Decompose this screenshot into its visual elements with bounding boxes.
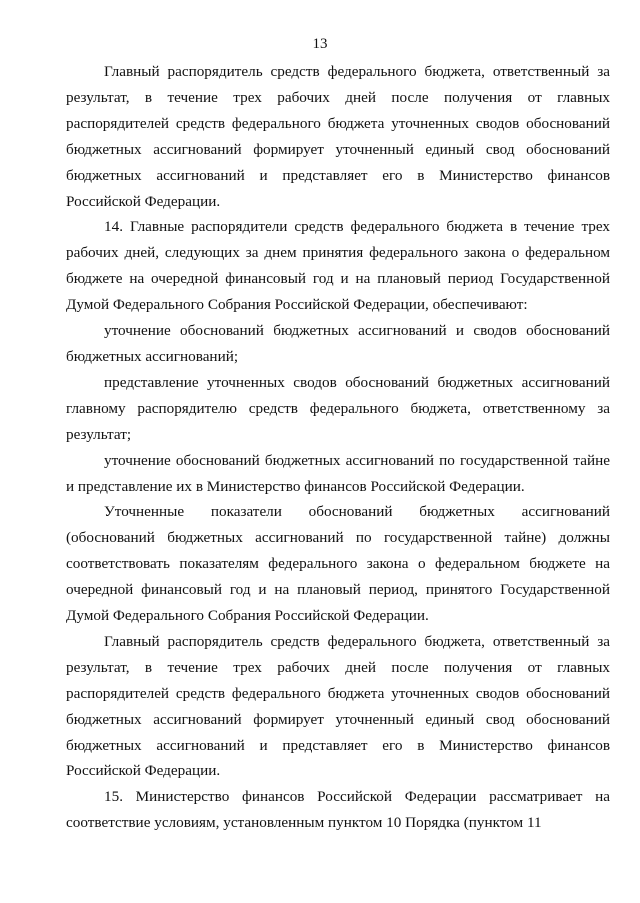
document-body — [66, 59, 610, 836]
paragraph-item-15: 15. Министерство финансов Российской Федерации рассматривает на соответствие условиям, установленным пунктом 10 Порядка (пунктом 11 — [66, 788, 610, 832]
paragraph-repeat-consolidation: Главный распорядитель средств федерального бюджета, ответственный за результат, в течение трех рабочих дней после получения от главных распорядителей средств федерального бюджета уточненных сводов обоснований бюджетных ассигнований формирует уточненный единый свод обоснований бюджетных ассигнований и представляет его в Министерство финансов Российской Федерации. — [66, 632, 610, 780]
paragraph-submit-clarified-sets: представление уточненных сводов обоснований бюджетных ассигнований главному распорядителю средств федерального бюджета, ответственному за результат; — [66, 373, 610, 443]
page-number: 13 — [312, 36, 328, 52]
paragraph-state-secret: уточнение обоснований бюджетных ассигнований по государственной тайне и представление их в Министерство финансов Российской Федерации. — [66, 451, 610, 495]
paragraph-clarified-indicators: Уточненные показатели обоснований бюджетных ассигнований (обоснований бюджетных ассигнований по государственной тайне) должны соответствовать показателям федерального закона о федеральном бюджете на очередной финансовый год и на плановый период, принятого Государственной Думой Федерального Собрания Российской Федерации. — [66, 503, 610, 625]
paragraph-summary-consolidation: Главный распорядитель средств федерального бюджета, ответственный за результат, в течение трех рабочих дней после получения от главных распорядителей средств федерального бюджета уточненных сводов обоснований бюджетных ассигнований формирует уточненный единый свод обоснований бюджетных ассигнований и представляет его в Министерство финансов Российской Федерации. — [66, 63, 610, 210]
paragraph-item-14: 14. Главные распорядители средств федерального бюджета в течение трех рабочих дней, следующих за днем принятия федерального закона о федеральном бюджете на очередной финансовый год и на плановый период Государственной Думой Федерального Собрания Российской Федерации, обеспечивают: — [66, 218, 610, 314]
paragraph-clarify-justifications: уточнение обоснований бюджетных ассигнований и сводов обоснований бюджетных ассигнований; — [66, 322, 610, 365]
